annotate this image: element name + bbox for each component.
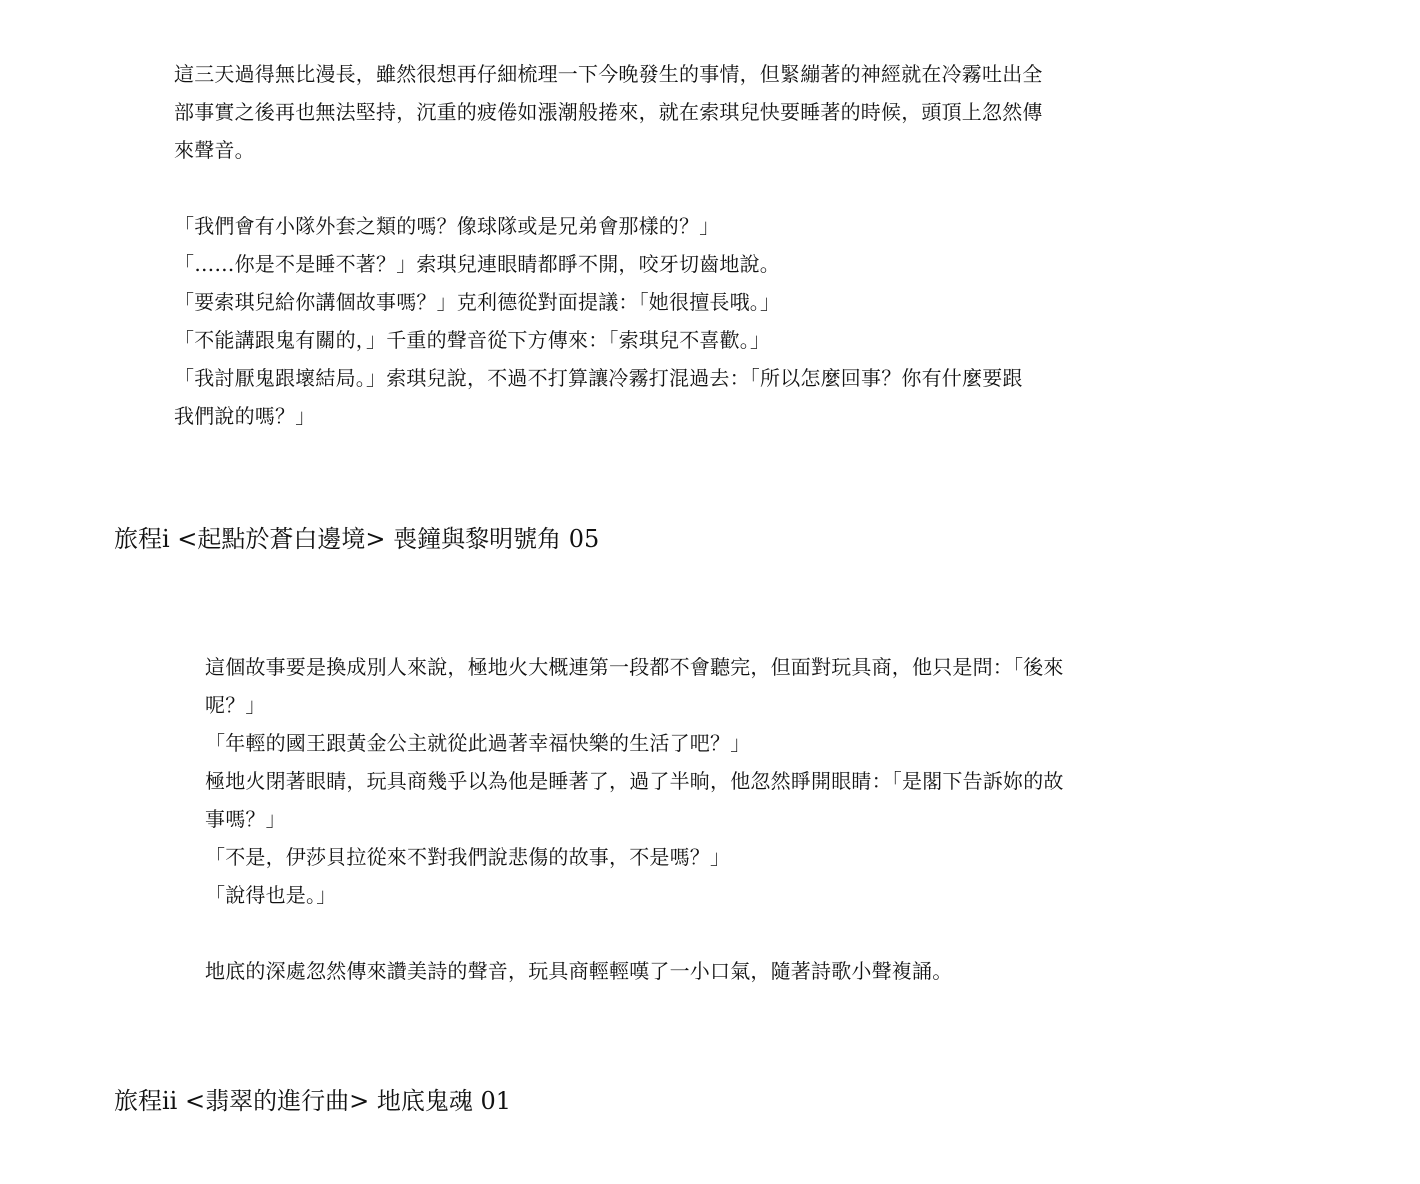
excerpt-1	[174, 55, 1234, 435]
dialogue-line: 「說得也是。」	[205, 883, 337, 907]
dialogue-line: 「我們會有小隊外套之類的嗎？像球隊或是兄弟會那樣的？」	[174, 214, 720, 238]
closing-line: 地底的深處忽然傳來讚美詩的聲音，玩具商輕輕嘆了一小口氣，隨著詩歌小聲複誦。	[205, 959, 953, 983]
paragraph-gap	[174, 169, 1234, 207]
dialogue-line: 「我討厭鬼跟壞結局。」索琪兒說，不過不打算讓冷霧打混過去：「所以怎麼回事？你有什麼要跟	[174, 366, 1023, 390]
dialogue-line: 我們說的嗎？」	[174, 404, 316, 428]
dialogue-line: 「要索琪兒給你講個故事嗎？」克利德從對面提議：「她很擅長哦。」	[174, 290, 781, 314]
chapter-heading-1: 旅程i <起點於蒼白邊境> 喪鐘與黎明號角 05	[114, 525, 600, 553]
excerpt-2	[205, 648, 1265, 990]
dialogue-line: 「……你是不是睡不著？」索琪兒連眼睛都睜不開，咬牙切齒地說。	[174, 252, 780, 276]
text-line: 來聲音。	[174, 138, 255, 162]
dialogue-line: 事嗎？」	[205, 807, 286, 831]
text-line: 部事實之後再也無法堅持，沉重的疲倦如漲潮般捲來，就在索琪兒快要睡著的時候，頭頂上忽然傳	[174, 100, 1043, 124]
paragraph-gap	[205, 914, 1265, 952]
chapter-heading-2: 旅程ii <翡翠的進行曲> 地底鬼魂 01	[114, 1087, 511, 1115]
dialogue-line: 「年輕的國王跟黃金公主就從此過著幸福快樂的生活了吧？」	[205, 731, 751, 755]
dialogue-line: 極地火閉著眼睛，玩具商幾乎以為他是睡著了，過了半晌，他忽然睜開眼睛：「是閣下告訴妳的故	[205, 769, 1064, 793]
dialogue-line: 「不能講跟鬼有關的，」千重的聲音從下方傳來：「索琪兒不喜歡。」	[174, 328, 771, 352]
text-line: 這三天過得無比漫長，雖然很想再仔細梳理一下今晚發生的事情，但緊繃著的神經就在冷霧吐出全	[174, 62, 1043, 86]
dialogue-line: 呢？」	[205, 693, 266, 717]
dialogue-line: 「不是，伊莎貝拉從來不對我們說悲傷的故事，不是嗎？」	[205, 845, 731, 869]
dialogue-line: 這個故事要是換成別人來說，極地火大概連第一段都不會聽完，但面對玩具商，他只是問：「後來	[205, 655, 1064, 679]
